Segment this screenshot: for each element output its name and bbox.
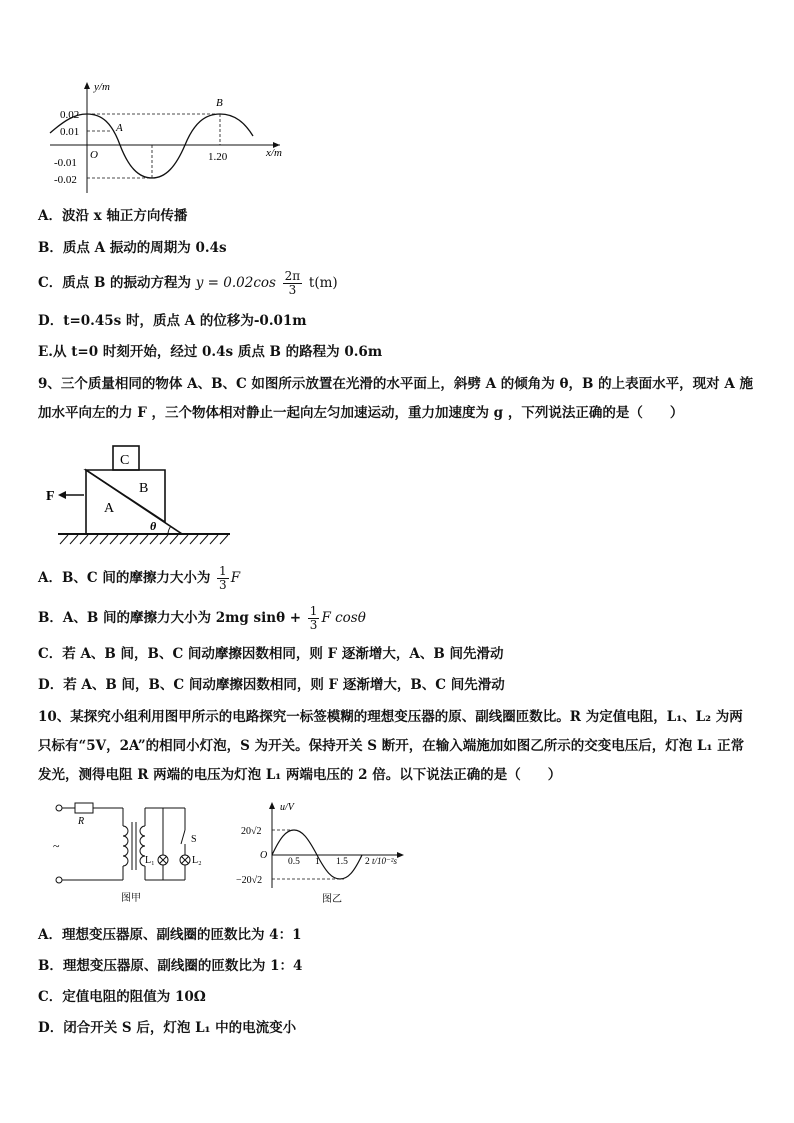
y-tick: -0.02 [54,174,77,186]
point-a-label: A [116,122,123,134]
voltage-graph-caption: 图乙 [322,894,342,905]
q9-option-c: C．若 A、B 间，B、C 间动摩擦因数相同，则 F 逐渐增大，A、B 间先滑动 [38,646,504,662]
q10-stem-line1: 10、某探究小组利用图甲所示的电路探究一标签模糊的理想变压器的原、副线圈匝数比。R 为定值电阻，L₁、L₂ 为两 [38,709,743,725]
lamp2-label: L₂ [192,855,202,866]
switch-label: S [191,834,197,845]
q9-option-a: A．B、C 间的摩擦力大小为 $\frac{1}{3}$ F [38,564,241,592]
y-tick: 0.02 [60,109,80,121]
formula-fraction: $\frac{2\pi}{3}$ [284,269,301,297]
origin-label: O [260,850,268,861]
force-label: F [46,489,55,504]
y-tick: 0.01 [60,126,80,138]
angle-label: θ [150,519,157,533]
y-axis-label: u/V [280,802,294,813]
ac-source-symbol: ~ [53,839,60,853]
block-a-label: A [104,501,115,516]
x-tick: 2 [365,857,370,867]
q10-stem-line2: 只标有“5V，2A”的相同小灯泡，S 为开关。保持开关 S 断开，在输入端施加如图乙所示的交变电压后，灯泡 L₁ 正常 [38,738,745,754]
incline-blocks-figure [40,440,240,548]
q10-stem-line3: 发光，测得电阻 R 两端的电压为灯泡 L₁ 两端电压的 2 倍。以下说法正确的是（ ） [38,767,562,783]
transformer-circuit-figure [45,800,220,905]
q8-option-c: C．质点 B 的振动方程为 y = 0.02cos $\frac{2\pi}{3}$ t(m) [38,269,338,297]
q8-option-d: D．t=0.45s 时，质点 A 的位移为-0.01m [38,313,307,329]
q9-stem-line2: 加水平向左的力 F ，三个物体相对静止一起向左匀加速运动，重力加速度为 g ，下列说法正确的是（ ） [38,405,684,421]
y-axis-label: y/m [94,81,110,93]
y-tick-bottom: −20√2 [236,875,263,886]
x-axis-label: x/m [266,147,282,159]
resistor-label: R [78,816,85,827]
y-tick: -0.01 [54,157,77,169]
circuit-caption: 图甲 [121,893,141,904]
q8-option-a: A．波沿 x 轴正方向传播 [38,208,188,224]
x-tick: 1 [315,857,320,867]
q8-option-e: E.从 t=0 时刻开始，经过 0.4s 质点 B 的路程为 0.6m [38,344,383,360]
x-tick: 1.20 [208,151,228,163]
origin-label: O [90,149,98,161]
q10-option-c: C．定值电阻的阻值为 10Ω [38,989,206,1005]
q10-option-d: D．闭合开关 S 后，灯泡 L₁ 中的电流变小 [38,1020,297,1036]
block-c-label: C [120,453,130,468]
block-b-label: B [139,481,149,496]
q10-option-a: A．理想变压器原、副线圈的匝数比为 4：1 [38,927,302,943]
q10-option-b: B．理想变压器原、副线圈的匝数比为 1：4 [38,958,303,974]
x-tick: 1.5 [336,857,348,867]
fraction: $\frac{1}{3}$ [309,604,318,632]
q9-stem-line1: 9、三个质量相同的物体 A、B、C 如图所示放置在光滑的水平面上，斜劈 A 的倾角为 θ，B 的上表面水平，现对 A 施 [38,376,753,392]
x-axis-label: t/10⁻²s [372,856,397,866]
fraction: $\frac{1}{3}$ [219,564,227,592]
q8-option-b: B．质点 A 振动的周期为 0.4s [38,240,227,256]
point-b-label: B [216,97,223,109]
lamp1-label: L₁ [145,855,155,866]
voltage-graph [232,798,422,908]
wave-graph [40,78,300,198]
x-tick: 0.5 [288,857,300,867]
q9-option-b: B．A、B 间的摩擦力大小为 2mg sinθ + $\frac{1}{3}$ F cosθ [38,604,366,632]
q9-option-d: D．若 A、B 间，B、C 间动摩擦因数相同，则 F 逐渐增大，B、C 间先滑动 [38,677,505,693]
y-tick-top: 20√2 [241,826,262,837]
